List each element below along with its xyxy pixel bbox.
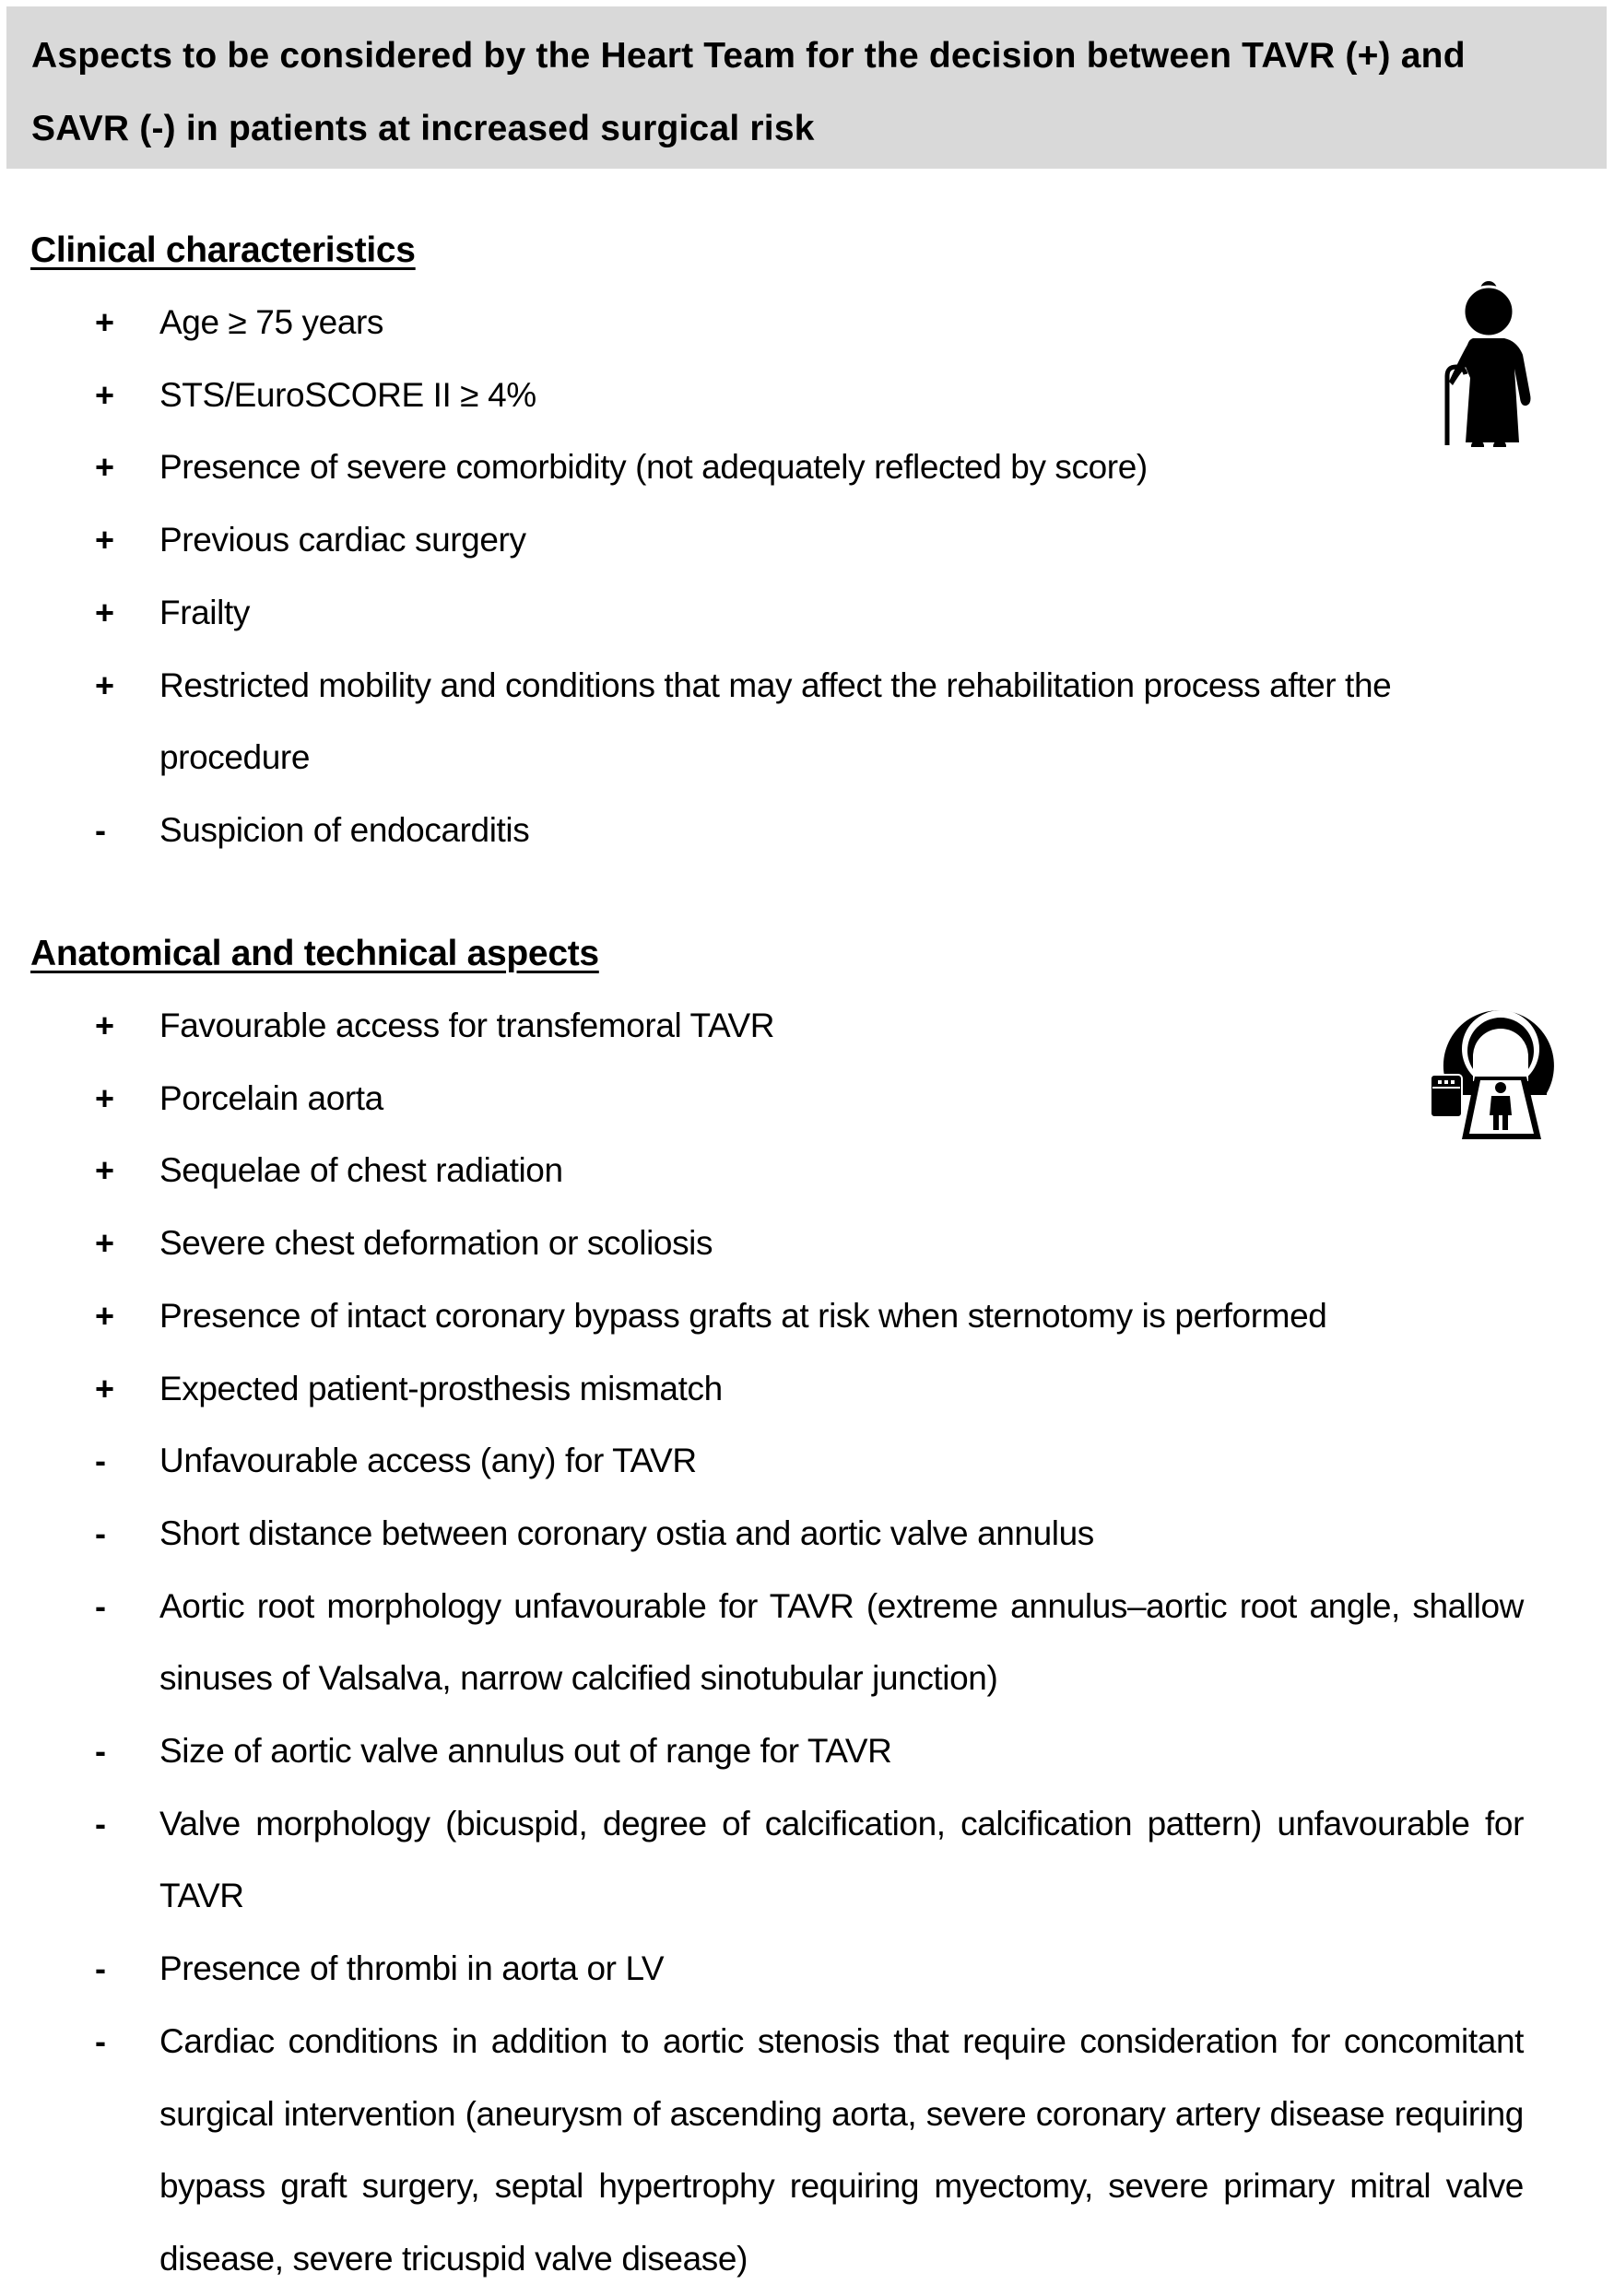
minus-marker: - bbox=[95, 2021, 106, 2060]
plus-marker: + bbox=[95, 1224, 115, 1263]
item-text: Presence of severe comorbidity (not adequately reflected by score) bbox=[159, 448, 1148, 487]
plus-marker: + bbox=[95, 303, 115, 341]
item-text: Age ≥ 75 years bbox=[159, 303, 384, 341]
header-box bbox=[6, 6, 1607, 169]
list-item bbox=[30, 990, 1524, 1063]
item-text: Severe chest deformation or scoliosis bbox=[159, 1224, 713, 1263]
list-item bbox=[30, 1571, 1524, 1715]
list-item bbox=[30, 431, 1524, 504]
list-item bbox=[30, 1280, 1524, 1353]
plus-marker: + bbox=[95, 1007, 115, 1044]
plus-marker: + bbox=[95, 1078, 115, 1117]
item-text: Presence of intact coronary bypass grafts at risk when sternotomy is performed bbox=[159, 1296, 1327, 1335]
elderly-person-with-cane-icon bbox=[1438, 277, 1539, 447]
list-item bbox=[30, 359, 1524, 432]
minus-marker: - bbox=[95, 1804, 106, 1843]
plus-marker: + bbox=[95, 1296, 115, 1335]
section-anatomical-technical-aspects bbox=[30, 917, 1524, 2296]
plus-marker: + bbox=[95, 1151, 115, 1190]
list-item bbox=[30, 1135, 1524, 1207]
list-item bbox=[30, 1498, 1524, 1571]
item-text: Presence of thrombi in aorta or LV bbox=[159, 1949, 665, 1988]
item-text: Valve morphology (bicuspid, degree of calcification, calcification pattern) unfavourable for TAVR bbox=[159, 1804, 1524, 1915]
item-text: Cardiac conditions in addition to aortic stenosis that require consideration for concomitant surgical intervention (aneurysm of ascending aorta, severe coronary artery disease requiring bypass graft surgery, septal hypertrophy requiring myectomy, severe primary mitral valve disease, severe tricuspid valve disease) bbox=[159, 2021, 1524, 2278]
minus-marker: - bbox=[95, 1586, 106, 1625]
item-text: Favourable access for transfemoral TAVR bbox=[159, 1007, 775, 1044]
item-text: Frailty bbox=[159, 593, 250, 631]
item-text: Suspicion of endocarditis bbox=[159, 810, 530, 849]
item-text: Size of aortic valve annulus out of range for TAVR bbox=[159, 1732, 892, 1771]
list-item bbox=[30, 1715, 1524, 1788]
list-item bbox=[30, 650, 1524, 795]
minus-marker: - bbox=[95, 1442, 106, 1480]
minus-marker: - bbox=[95, 810, 106, 849]
list-item bbox=[30, 504, 1524, 577]
minus-marker: - bbox=[95, 1732, 106, 1771]
item-text: Previous cardiac surgery bbox=[159, 521, 526, 559]
plus-marker: + bbox=[95, 521, 115, 559]
item-text: Short distance between coronary ostia and aortic valve annulus bbox=[159, 1513, 1094, 1552]
list-item bbox=[30, 1425, 1524, 1498]
page-title: Aspects to be considered by the Heart Team for the decision between TAVR (+) and SAVR (-) in patients at increased surgical risk bbox=[31, 36, 1466, 148]
plus-marker: + bbox=[95, 665, 115, 704]
item-list bbox=[30, 287, 1524, 867]
minus-marker: - bbox=[95, 1949, 106, 1988]
list-item bbox=[30, 1788, 1524, 1933]
plus-marker: + bbox=[95, 1369, 115, 1407]
item-text: Restricted mobility and conditions that may affect the rehabilitation process after the procedure bbox=[159, 665, 1392, 777]
item-text: Aortic root morphology unfavourable for TAVR (extreme annulus–aortic root angle, shallow sinuses of Valsalva, narrow calcified sinotubular junction) bbox=[159, 1586, 1524, 1698]
list-item bbox=[30, 1353, 1524, 1426]
minus-marker: - bbox=[95, 1513, 106, 1552]
item-text: Porcelain aorta bbox=[159, 1078, 383, 1117]
list-item bbox=[30, 1933, 1524, 2006]
list-item bbox=[30, 1063, 1524, 1136]
item-text: Expected patient-prosthesis mismatch bbox=[159, 1369, 723, 1407]
item-text: Unfavourable access (any) for TAVR bbox=[159, 1442, 697, 1480]
list-item bbox=[30, 1207, 1524, 1280]
section-heading: Clinical characteristics bbox=[30, 230, 416, 270]
item-text: Sequelae of chest radiation bbox=[159, 1151, 563, 1190]
item-text: STS/EuroSCORE II ≥ 4% bbox=[159, 375, 536, 414]
plus-marker: + bbox=[95, 448, 115, 487]
section-heading: Anatomical and technical aspects bbox=[30, 934, 599, 973]
plus-marker: + bbox=[95, 593, 115, 631]
plus-marker: + bbox=[95, 375, 115, 414]
item-list bbox=[30, 990, 1524, 2296]
list-item bbox=[30, 795, 1524, 867]
ct-scanner-icon bbox=[1429, 984, 1558, 1139]
list-item bbox=[30, 287, 1524, 359]
list-item bbox=[30, 2006, 1524, 2296]
section-clinical-characteristics bbox=[30, 214, 1524, 867]
list-item bbox=[30, 577, 1524, 650]
